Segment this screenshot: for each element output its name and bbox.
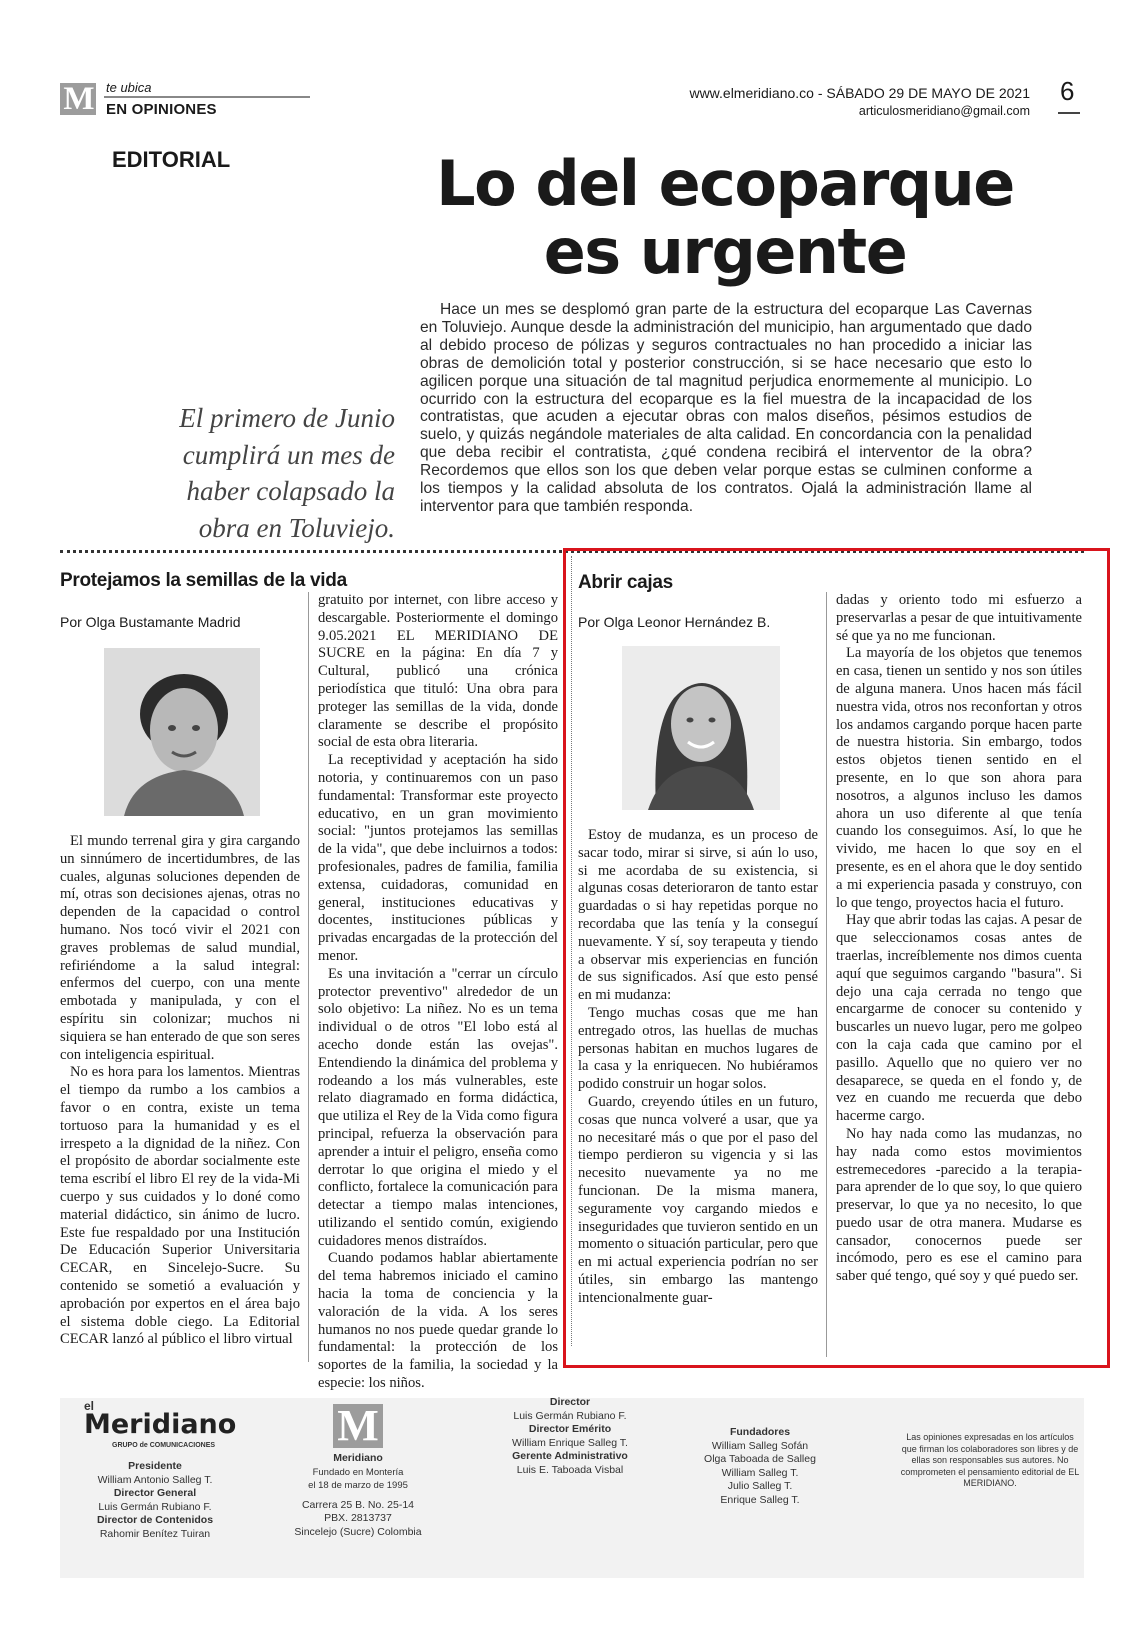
footer-logo: M (333, 1404, 383, 1448)
presidente-label: Presidente (128, 1460, 182, 1472)
article1-column-1 (60, 833, 300, 1349)
article2-paragraph: La mayoría de los objetos que tenemos en casa, tienen un sentido y nos son útiles de alguna manera. Unos hacen más fácil nuestra vida, otros nos reconfortan y otros los andamos cargando porque hacen parte de nuestra historia. Sin embargo, todos estos objetos tienen sentido en el presente, en lo que son ahora para nosotros, a algunos incluso les damos ahora un uso diferente al que tenía cuando los conseguimos. Así, lo que he vivido, me hacen lo que soy en el presente, es en el ahora que le doy sentido a mi experiencia pasada y construyo, con lo que tengo, proyectos hacia el futuro. (836, 645, 1083, 911)
article1-paragraph: Cuando podamos hablar abiertamente del tema habremos iniciado el camino hacia la toma de conciencia y la valoración de la vida. A los seres humanos no nos puede quedar grande lo fundamental: la protección de los soportes de la familia, la sociedad y la especie: los niños. (318, 1250, 558, 1392)
fundadores-label: Fundadores (729, 1426, 791, 1438)
masthead-footer (60, 1398, 1084, 1578)
footer-logo-name: Meridiano (333, 1452, 383, 1464)
article2-title: Abrir cajas (578, 572, 673, 593)
column-divider (308, 592, 309, 1362)
editorial-label: EDITORIAL (112, 147, 231, 172)
article2-column-2 (836, 592, 1082, 1286)
column-divider (826, 592, 827, 1357)
article2-paragraph: Guardo, creyendo útiles en un futuro, cosas que nunca volveré a usar, que ya no necesitaré más o que por el paso del tiempo perdieron su vigencia y si las necesito nuevamente ya no me funcionan. De la misma manera, seguramente voy cargando miedos e inseguridades que tuvieron sentido en un momento o situación particular, pero que en mi actual experiencia podrían no ser útiles, sin embargo las mantengo intencionalmente guar- (578, 1093, 818, 1306)
article1-title: Protejamos la semillas de la vida (60, 570, 347, 591)
contact-email: articulosmeridiano@gmail.com (858, 104, 1030, 118)
fundador-1: William Salleg Sofán (711, 1439, 809, 1452)
article1-paragraph: No es hora para los lamentos. Mientras el tiempo da rumbo a los cambios a favor o en contra, existe un tema tortuoso para la humanidad y es el irrespeto a la dignidad de la niñez. Con el propósito de abordar socialmente este tema escribí el libro El rey de la vida-Mi cuerpo y sus cuidados y lo doné como material didáctico, sin ánimo de lucro. Este fue respaldado por una Institución De Educación Superior Universitaria CECAR, en Sincelejo-Sucre. Su contenido se sometió a evaluación y aprobación por expertos en el área bajo el sistema doble ciego. La Editorial CECAR lanzó al público el libro virtual (60, 1064, 300, 1348)
director-emerito-label: Director Emérito (528, 1423, 612, 1436)
footer-brand-name: Meridiano (84, 1409, 237, 1440)
article1-paragraph: El mundo terrenal gira y gira cargando un sinnúmero de incertidumbres, de las cuales, algunas soluciones dependen de mí, otras son decisiones ajenas, otras no dependen de la capacidad o control humano. Nos tocó vivir el 2021 con graves problemas de salud mundial, refiriéndome a la salud integral: enfermos del cuerpo, con una mente embotada y manipulada, y con el espíritu sin colonizar; muchos ni siquiera se han enterado de que son seres con inteligencia espiritual. (60, 833, 300, 1063)
author-photo-olga-hernandez (622, 646, 780, 810)
address-line-1: Carrera 25 B. No. 25-14 (301, 1498, 415, 1511)
page-number: 6 (1060, 76, 1075, 106)
column-divider (571, 556, 572, 1346)
editorial-paragraph: Hace un mes se desplomó gran parte de la estructura del ecoparque Las Cavernas en Toluviejo. Aunque desde la administración del municipio, han argumentado que dado al debido proceso de pólizas y seguros contractuales no han procedido a iniciar las obras de demolición total y posterior construcción, si se hace necesario que esto lo agilicen porque una situación de tal magnitud perjudica enormemente al municipio. Lo ocurrido con la estructura del ecoparque es la fiel muestra de la incapacidad de los contratistas, que acuden a ejecutar obras con malos diseños, pésimos estudios de suelo, y quizás negándole materiales de alta calidad. En concordancia con la penalidad que deba recibir el contratista, ¿qué condena recibirá el interventor de la obra? Recordemos que ellos son los que deben velar porque estas se culminen conforme a los tiempos y la calidad absoluta de los contratos. Ojalá la administración llame al interventor para que también responda. (420, 301, 1032, 515)
director-general-label: Director General (113, 1487, 197, 1500)
meridiano-logo: M (60, 83, 96, 115)
section-name: EN OPINIONES (106, 101, 217, 118)
address-line-3: Sincelejo (Sucre) Colombia (294, 1525, 422, 1538)
fundador-5: Enrique Salleg T. (720, 1493, 800, 1506)
address-line-2: PBX. 2813737 (324, 1512, 392, 1525)
fundado-line-2: el 18 de marzo de 1995 (308, 1480, 408, 1492)
article2-paragraph: Tengo muchas cosas que me han entregado otros, las huellas de muchas personas habitan en muchos lugares de la casa y la enriquecen. No hubiéramos podido construir un hogar solos. (578, 1004, 818, 1093)
editorial-headline: Lo del ecoparque es urgente (436, 147, 1014, 288)
article2-paragraph: dadas y oriento todo mi esfuerzo a preservarlas a pesar de que intuitivamente sé que ya no me funcionan. (836, 592, 1082, 644)
page-number-rule (1058, 112, 1080, 114)
section-kicker: te ubica (106, 80, 152, 95)
fundador-2: Olga Taboada de Salleg (704, 1453, 816, 1466)
article1-paragraph: gratuito por internet, con libre acceso y descargable. Posteriormente el domingo 9.05.2021 EL MERIDIANO DE SUCRE en la página: En día 7 y Cultural, publicó una crónica periodística que tituló: Una obra para proteger las semillas de la vida, donde claramente se describe el propósito social de esta obra literaria. (318, 592, 558, 751)
footer-brand-el: el (84, 1399, 95, 1413)
article2-paragraph: No hay nada como las mudanzas, no hay nada como estos movimientos estremecedores -parecido a la terapia- para aprender de lo que soy, lo que quiero preservar, lo que ya no necesito, lo que puedo usar de otra manera. Mudarse es cansador, conocernos puede ser incómodo, pero es ese el camino para saber qué tengo, qué soy y qué puedo ser. (836, 1125, 1082, 1285)
site-date: www.elmeridiano.co - SÁBADO 29 DE MAYO DE 2021 (689, 85, 1030, 101)
editorial-body (420, 301, 1032, 516)
article1-byline: Por Olga Bustamante Madrid (60, 614, 241, 630)
header-rule (104, 96, 310, 98)
article2-paragraph: Estoy de mudanza, es un proceso de sacar todo, mirar si sirve, si aún lo uso, si me acordaba de su existencia, si algunas cosas deterioraron de tanto estar guardadas o si hay repetidas porque no recordaba que las tenía y la conseguí nuevamente. Y sí, soy terapeuta y tiendo a observar mis experiencias en función de sus significados. Así que esto pensé en mi mudanza: (578, 827, 818, 1004)
gerente: Luis E. Taboada Visbal (516, 1463, 624, 1476)
fundador-4: Julio Salleg T. (727, 1480, 793, 1493)
director-emerito: William Enrique Salleg T. (512, 1436, 628, 1449)
article2-column-1 (578, 827, 818, 1308)
article2-byline: Por Olga Leonor Hernández B. (578, 614, 771, 630)
article1-paragraph: La receptividad y aceptación ha sido notoria, y continuaremos con un paso fundamental: Transformar este proyecto educativo, en un gran movimiento social: "juntos protejamos las semillas de la vida", que debe incluirnos a todos: profesionales, padres de familia, familia extensa, cuidadoras, comunidad en general, instituciones educativas y docentes, instituciones públicas y privadas encargadas de la protección del menor. (318, 752, 558, 964)
footer-brand-sub: GRUPO de COMUNICACIONES (112, 1442, 216, 1449)
director-general: Luis Germán Rubiano F. (98, 1500, 212, 1513)
fundado-line-1: Fundado en Montería (312, 1466, 404, 1478)
presidente: William Antonio Salleg T. (97, 1473, 213, 1486)
director-label: Director (549, 1396, 591, 1408)
director-contenidos-label: Director de Contenidos (96, 1514, 214, 1527)
author-photo-olga-bustamante (104, 648, 260, 816)
article2-paragraph: Hay que abrir todas las cajas. A pesar de que seleccionamos cosas antes de traerlas, increíblemente nos dimos cuenta aquí que seguimos cargando "basura". Si dejo una caja cerrada no tengo que encargarme de conocer su contenido y buscarles un nuevo lugar, pero me golpeo con la caja cada que camino por el pasillo. Aquello que no quiero ver no desaparece, se queda en el fondo y, de vez en cuando me recuerda que debo hacerme cargo. (836, 912, 1082, 1125)
director-contenidos: Rahomir Benítez Tuiran (99, 1527, 211, 1540)
gerente-label: Gerente Administrativo (512, 1450, 628, 1463)
footer-disclaimer: Las opiniones expresadas en los artículos que firman los colaboradores son libres y de ellas son responsables sus autores. No comprometen el pensamiento editorial de EL MERIDIANO. (900, 1432, 1080, 1488)
pull-quote: El primero de Junio cumplirá un mes de haber colapsado la obra en Toluviejo. (179, 403, 395, 543)
article1-column-2 (318, 592, 558, 1393)
director: Luis Germán Rubiano F. (513, 1409, 627, 1422)
fundador-3: William Salleg T. (721, 1466, 799, 1479)
article1-paragraph: Es una invitación a "cerrar un círculo protector preventivo" alrededor de un solo objetivo: La niñez. No es un tema individual o de otros "El lobo está al acecho donde están las ovejas". Entendiendo la dinámica del problema y rodeando a los más vulnerables, este relato diagramado en forma didáctica, que utiliza el Rey de la Vida como figura principal, refuerza la observación para aprender a intuir el peligro, enseña como derrotar lo que origina el miedo y el conflicto, fortalece la comunicación para detectar a tiempo malas intenciones, utilizando el sentido común, exigiendo cuidadores menos distraídos. (318, 965, 558, 1249)
